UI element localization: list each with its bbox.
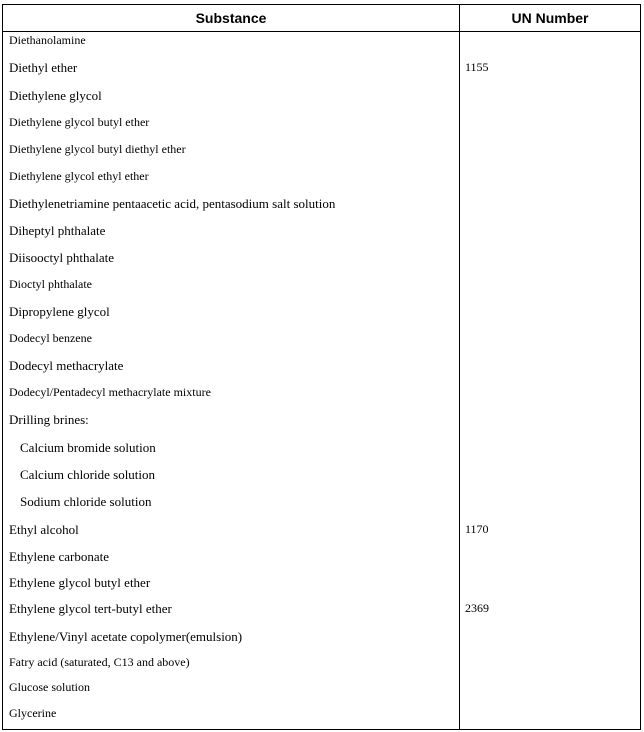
substance-cell: Glycerine xyxy=(9,706,57,720)
header-divider xyxy=(3,31,640,32)
substance-cell: Dodecyl benzene xyxy=(9,331,92,345)
substance-cell: Diethanolamine xyxy=(9,33,86,47)
substance-cell: Sodium chloride solution xyxy=(20,494,152,509)
substance-cell: Diethyl ether xyxy=(9,60,78,75)
substance-cell: Diethylene glycol ethyl ether xyxy=(9,169,149,183)
substance-table xyxy=(2,4,641,730)
substance-cell: Ethylene carbonate xyxy=(9,549,109,564)
substance-cell: Dodecyl methacrylate xyxy=(9,358,124,373)
substance-cell: Ethylene/Vinyl acetate copolymer(emulsion) xyxy=(9,629,243,644)
un-number-cell: 1170 xyxy=(465,522,489,536)
header-substance: Substance xyxy=(195,10,267,26)
substance-cell: Calcium bromide solution xyxy=(20,440,156,455)
un-number-cell: 1155 xyxy=(465,60,489,74)
substance-cell: Diethylene glycol butyl ether xyxy=(9,115,150,129)
header-un-number: UN Number xyxy=(511,10,589,26)
substance-cell: Drilling brines: xyxy=(9,412,89,427)
substance-cell: Dodecyl/Pentadecyl methacrylate mixture xyxy=(9,385,211,399)
substance-cell: Diisooctyl phthalate xyxy=(9,250,115,265)
substance-cell: Diheptyl phthalate xyxy=(9,223,106,238)
substance-cell: Ethyl alcohol xyxy=(9,522,79,537)
un-number-cell: 2369 xyxy=(465,601,489,615)
substance-cell: Diethylene glycol xyxy=(9,88,102,103)
substance-cell: Ethylene glycol tert-butyl ether xyxy=(9,601,172,616)
substance-cell: Glucose solution xyxy=(9,680,90,694)
column-divider xyxy=(459,5,460,729)
substance-cell: Diethylenetriamine pentaacetic acid, pentasodium salt solution xyxy=(9,196,336,211)
substance-cell: Dioctyl phthalate xyxy=(9,277,92,291)
substance-cell: Dipropylene glycol xyxy=(9,304,110,319)
substance-cell: Ethylene glycol butyl ether xyxy=(9,575,151,590)
substance-cell: Diethylene glycol butyl diethyl ether xyxy=(9,142,186,156)
substance-cell: Calcium chloride solution xyxy=(20,467,156,482)
substance-cell: Fatry acid (saturated, C13 and above) xyxy=(9,655,190,669)
